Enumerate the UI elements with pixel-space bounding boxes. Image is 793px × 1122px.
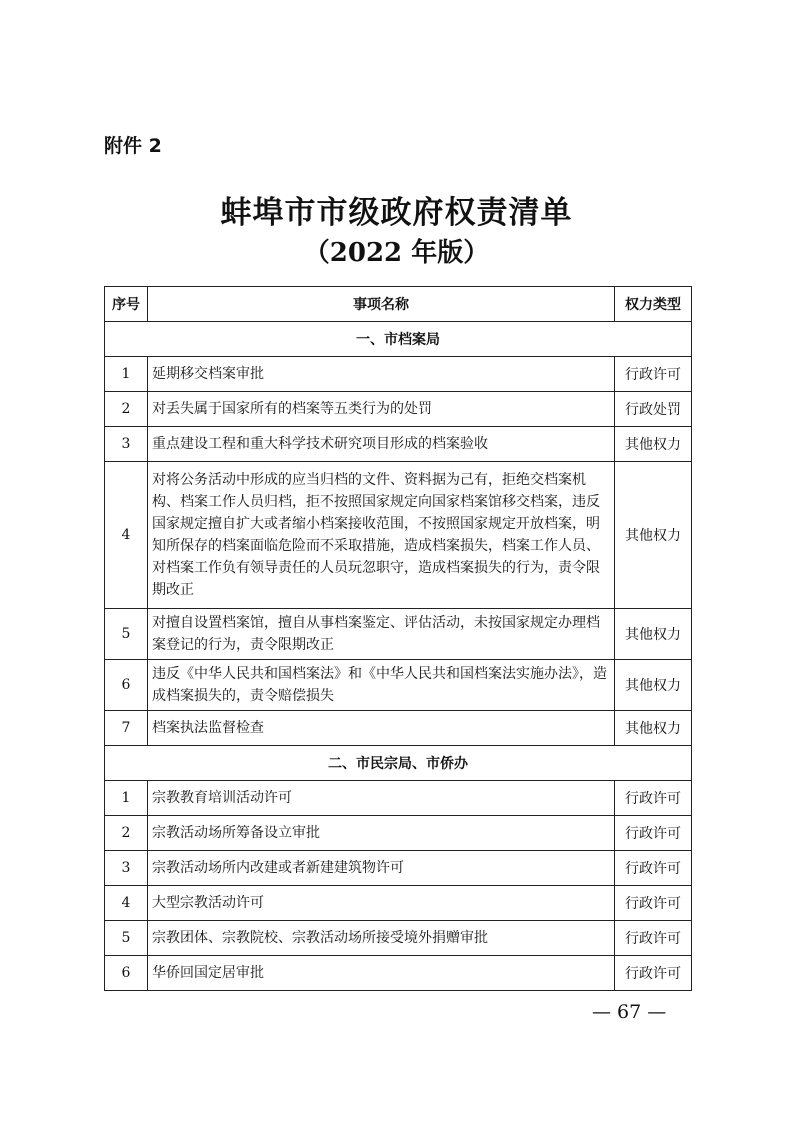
row-no: 4: [105, 886, 148, 921]
row-name: 对将公务活动中形成的应当归档的文件、资料据为己有，拒绝交档案机构、档案工作人员归档，拒不按照国家规定向国家档案馆移交档案，违反国家规定擅自扩大或者缩小档案接收范围，不按照国家规定开放档案，明知所保存的档案面临危险而不采取措施，造成档案损失，档案工作人员、对档案工作负有领导责任的人员玩忽职守，造成档案损失的行为，责令限期改正: [148, 462, 615, 609]
row-name: 大型宗教活动许可: [148, 886, 615, 921]
row-name: 宗教教育培训活动许可: [148, 781, 615, 816]
table-row: [105, 816, 692, 851]
row-type: 行政许可: [615, 956, 692, 991]
row-no: 6: [105, 660, 148, 711]
table-row: [105, 886, 692, 921]
header-no: 序号: [105, 287, 148, 322]
row-type: 行政许可: [615, 851, 692, 886]
row-no: 2: [105, 392, 148, 427]
table-row: [105, 956, 692, 991]
row-type: 行政许可: [615, 781, 692, 816]
table-row: [105, 392, 692, 427]
row-name: 宗教团体、宗教院校、宗教活动场所接受境外捐赠审批: [148, 921, 615, 956]
row-type: 行政许可: [615, 816, 692, 851]
row-type: 行政许可: [615, 921, 692, 956]
row-type: 行政许可: [615, 357, 692, 392]
attachment-label: 附件 2: [104, 135, 162, 157]
table-header-row: [105, 287, 692, 322]
table-row: [105, 462, 692, 609]
row-no: 1: [105, 357, 148, 392]
section-title: 一、市档案局: [105, 322, 692, 357]
section-row: [105, 746, 692, 781]
row-type: 其他权力: [615, 609, 692, 660]
row-no: 5: [105, 609, 148, 660]
header-name: 事项名称: [148, 287, 615, 322]
table-row: [105, 357, 692, 392]
row-no: 6: [105, 956, 148, 991]
row-type: 其他权力: [615, 711, 692, 746]
row-name: 违反《中华人民共和国档案法》和《中华人民共和国档案法实施办法》，造成档案损失的，责令赔偿损失: [148, 660, 615, 711]
table-row: [105, 851, 692, 886]
row-no: 3: [105, 851, 148, 886]
header-type: 权力类型: [615, 287, 692, 322]
row-name: 对丢失属于国家所有的档案等五类行为的处罚: [148, 392, 615, 427]
row-type: 其他权力: [615, 660, 692, 711]
section-title: 二、市民宗局、市侨办: [105, 746, 692, 781]
row-no: 5: [105, 921, 148, 956]
power-list-table: [104, 286, 692, 991]
document-subtitle: （2022 年版）: [303, 238, 490, 268]
table-row: [105, 781, 692, 816]
row-name: 延期移交档案审批: [148, 357, 615, 392]
document-title: 蚌埠市市级政府权责清单: [220, 195, 573, 231]
section-row: [105, 322, 692, 357]
table-row: [105, 427, 692, 462]
row-type: 行政处罚: [615, 392, 692, 427]
row-name: 华侨回国定居审批: [148, 956, 615, 991]
row-name: 档案执法监督检查: [148, 711, 615, 746]
row-name: 宗教活动场所筹备设立审批: [148, 816, 615, 851]
row-name: 对擅自设置档案馆，擅自从事档案鉴定、评估活动，未按国家规定办理档案登记的行为，责令限期改正: [148, 609, 615, 660]
table-row: [105, 660, 692, 711]
row-no: 2: [105, 816, 148, 851]
row-no: 3: [105, 427, 148, 462]
row-no: 1: [105, 781, 148, 816]
row-type: 其他权力: [615, 427, 692, 462]
row-no: 4: [105, 462, 148, 609]
row-type: 行政许可: [615, 886, 692, 921]
table-row: [105, 609, 692, 660]
row-type: 其他权力: [615, 462, 692, 609]
page-number: — 67 —: [592, 1001, 667, 1023]
row-name: 重点建设工程和重大科学技术研究项目形成的档案验收: [148, 427, 615, 462]
row-no: 7: [105, 711, 148, 746]
row-name: 宗教活动场所内改建或者新建建筑物许可: [148, 851, 615, 886]
table-row: [105, 921, 692, 956]
table-row: [105, 711, 692, 746]
